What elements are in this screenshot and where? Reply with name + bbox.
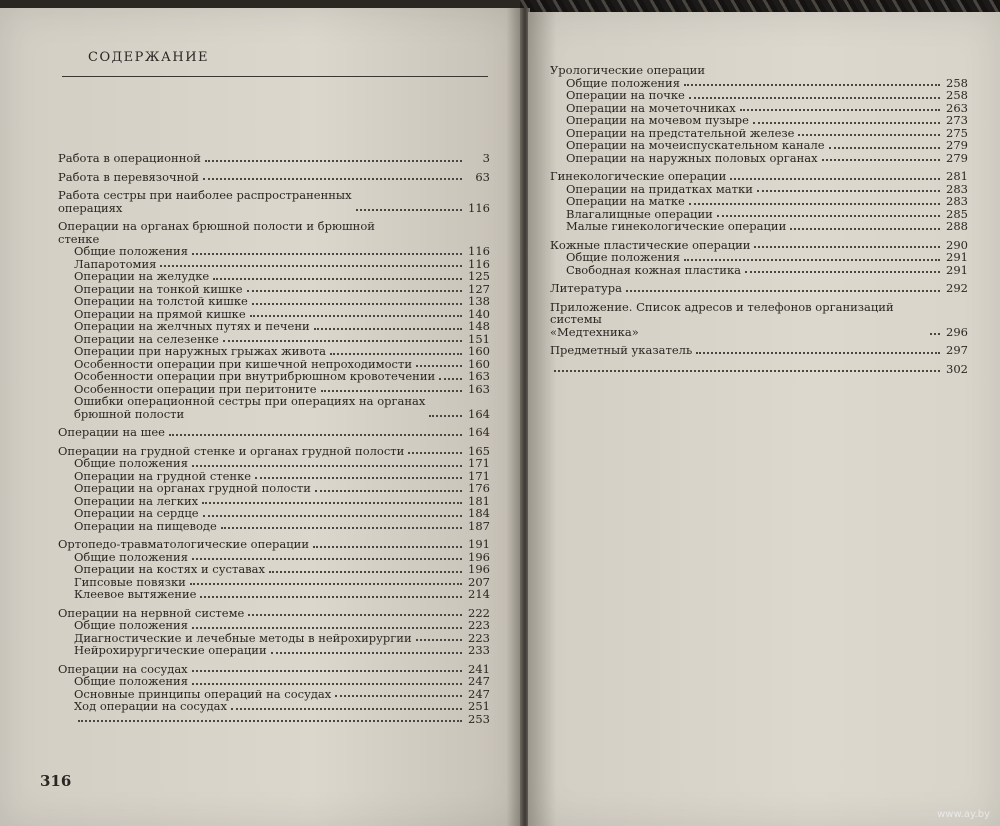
toc-entry-label: Операции на нервной системе [58,605,245,620]
dot-leader [730,177,940,180]
toc-section [550,282,968,295]
toc-entry-label: Диагностические и лечебные методы в нейрохирургии [74,630,412,645]
dot-leader [335,694,462,697]
toc-page-number: 283 [946,181,968,196]
dot-leader [271,651,462,654]
toc-subsection [550,89,968,102]
toc-subsection [58,619,490,632]
toc-section [550,64,968,77]
dot-leader [190,582,462,585]
dot-leader [689,202,940,205]
toc-page-number: 3 [482,151,490,165]
dot-leader [202,501,462,504]
dot-leader [626,289,940,292]
dot-leader [192,682,462,685]
toc-subsection [58,245,490,258]
toc-entry-label: Операции на шее [58,425,165,439]
dot-leader [356,208,462,211]
toc-entry-label: Операции на органах брюшной полости и брюшной стенке [58,219,375,246]
toc-left-column [58,152,490,725]
dot-leader [696,351,940,354]
dot-leader [314,327,462,330]
toc-subsection [550,114,968,127]
toc-entry-label: Гинекологические операции [550,169,727,183]
toc-entry-label: Операции на прямой кишке [74,306,246,321]
toc-entry-label: Работа в операционной [58,151,201,165]
dot-leader [753,121,940,124]
toc-page-number: 116 [468,256,490,271]
toc-subsection [58,345,490,358]
toc-entry-label: Нейрохирургические операции [74,643,267,657]
toc-page-number: 247 [468,674,490,688]
dot-leader [717,214,940,217]
toc-subsection [550,220,968,233]
toc-page-number: 214 [468,587,490,601]
toc-page-number: 196 [468,549,490,564]
toc-entry-label: Операции на селезенке [74,331,219,346]
toc-subsection [550,152,968,165]
toc-entry-label: Влагалищные операции [566,206,713,221]
page-number: 316 [40,772,72,790]
dot-leader [205,159,462,162]
toc-page-number: 247 [468,686,490,701]
toc-subsection [58,713,490,726]
toc-page-number: 140 [468,306,490,321]
toc-page-number: 138 [468,294,490,308]
dot-leader [684,258,940,261]
toc-entry-label: Клеевое вытяжение [74,587,197,601]
toc-entry-label: Общие положения [566,75,680,90]
dot-leader [213,277,462,280]
toc-entry-label: Литература [550,281,622,295]
toc-entry-label: Операции на мочеиспускательном канале [566,138,825,152]
toc-entry-label: Ортопедо-травматологические операции [58,537,309,551]
toc-entry-label: Операции на легких [74,493,199,508]
toc-subsection [58,395,490,420]
dot-leader [754,245,940,248]
toc-page-number: 275 [946,125,968,140]
toc-page-number: 253 [468,711,490,726]
dot-leader [416,638,462,641]
toc-entry-label: Операции на пищеводе [74,518,217,533]
dot-leader [822,158,940,161]
dot-leader [313,545,462,548]
toc-page-number: 184 [468,506,490,520]
toc-page-number: 187 [468,518,490,533]
toc-subsection [550,264,968,277]
toc-entry-label: Лапаротомия [74,256,157,271]
dot-leader [169,433,462,436]
dot-leader [221,526,462,529]
toc-page-number: 181 [468,493,490,508]
toc-subsection [58,320,490,333]
toc-entry-label: Операции на почке [566,88,685,102]
dot-leader [408,451,462,454]
dot-leader [192,252,462,255]
toc-entry-label: Свободная кожная пластика [566,262,742,277]
toc-page-number: 165 [468,443,490,458]
dot-leader [269,570,462,573]
dot-leader [429,414,462,417]
toc-entry-label: Операции на придатках матки [566,181,753,196]
toc-entry-label: Особенности операции при внутрибрюшном кровотечении [74,369,436,383]
toc-section [58,220,490,245]
dot-leader [192,464,462,467]
toc-entry-label: Работа сестры при наиболее распространенных операциях [58,188,352,215]
dot-leader [203,177,462,180]
toc-subsection [58,588,490,601]
toc-subsection [58,520,490,533]
toc-entry-label: Общие положения [74,674,188,688]
toc-entry-label: Предметный указатель [550,343,693,357]
toc-subsection [550,251,968,264]
toc-entry-label: Общие положения [74,549,188,564]
toc-entry-label: Гипсовые повязки [74,574,186,589]
toc-entry-label: Операции на матке [566,194,685,208]
header-divider [62,76,488,77]
dot-leader [790,227,940,230]
toc-subsection [550,139,968,152]
toc-entry-label: Операции на желчных путях и печени [74,319,310,333]
toc-entry-label: Операции на грудной стенке и органах грудной полости [58,443,405,458]
toc-entry-label: Общие положения [566,250,680,264]
toc-page-number: 258 [946,88,968,102]
toc-section [58,171,490,184]
toc-section [550,344,968,357]
toc-entry-label: Кожные пластические операции [550,237,751,252]
toc-page-number: 223 [468,630,490,645]
toc-page-number: 125 [468,269,490,283]
toc-entry-label: Операции на органах грудной полости [74,481,311,495]
toc-page-number: 163 [468,369,490,383]
toc-entry-label: Операции при наружных грыжах живота [74,344,327,358]
dot-leader [247,289,462,292]
toc-subsection [58,675,490,688]
toc-page-number: 279 [946,138,968,152]
toc-page-number: 163 [468,381,490,396]
toc-page-number: 191 [468,537,490,551]
toc-section [58,189,490,214]
toc-section [550,301,968,339]
toc-entry-label: Операции на толстой кишке [74,294,248,308]
toc-subsection [58,270,490,283]
toc-entry-label: Общие положения [74,244,188,258]
dot-leader [321,389,462,392]
toc-page-number: 258 [946,75,968,90]
dot-leader [315,489,462,492]
toc-page-number: 290 [946,237,968,252]
toc-entry-label: Операции на мочеточниках [566,100,736,115]
toc-page-number: 222 [468,605,490,620]
dot-leader [757,189,940,192]
toc-page-number: 148 [468,319,490,333]
toc-page-number: 302 [946,361,968,376]
toc-subsection [58,507,490,520]
toc-page-number: 283 [946,194,968,208]
toc-page-number: 116 [468,200,490,215]
toc-section [550,170,968,183]
toc-entry-label: Особенности операции при перитоните [74,381,317,396]
toc-entry-label: Работа в перевязочной [58,169,199,184]
toc-subsection [58,700,490,713]
toc-entry-label: Основные принципы операций на сосудах [74,686,332,701]
toc-page-number: 151 [468,331,490,346]
toc-entry-label: Ход операции на сосудах [74,699,228,713]
dot-leader [439,377,462,380]
dot-leader [416,364,462,367]
dot-leader [930,332,940,335]
toc-entry-label: Общие положения [74,618,188,632]
dot-leader [250,314,462,317]
toc-section [58,538,490,551]
dot-leader [231,707,462,710]
toc-entry-label: Ошибки операционной сестры при операциях на органах брюшной полости [74,394,426,421]
toc-page-number: 176 [468,481,490,495]
toc-page-number: 241 [468,661,490,676]
toc-page-number: 63 [475,169,490,184]
toc-subsection [550,195,968,208]
toc-entry-label: Операции на грудной стенке [74,468,252,483]
toc-page-number: 291 [946,250,968,264]
toc-section [58,426,490,439]
toc-page-number: 291 [946,262,968,277]
toc-page-number: 223 [468,618,490,632]
toc-entry-label: Операции на сосудах [58,661,188,676]
toc-entry-label: Операции на костях и суставах [74,562,265,576]
toc-page-number: 160 [468,344,490,358]
toc-right-column [550,64,968,375]
dot-leader [78,719,462,722]
dot-leader [252,302,462,305]
dot-leader [689,96,940,99]
toc-subsection [58,295,490,308]
toc-page-number: 233 [468,643,490,657]
toc-subsection [58,457,490,470]
toc-entry-label: Урологические операции [550,63,706,77]
toc-entry-label: Операции на желудке [74,269,210,283]
dot-leader [255,476,462,479]
dot-leader [248,613,462,616]
dot-leader [192,626,462,629]
toc-section [58,152,490,165]
toc-section [550,363,968,376]
toc-entry-label: Общие положения [74,456,188,470]
toc-page-number: 171 [468,468,490,483]
dot-leader [192,669,462,672]
toc-page-number: 171 [468,456,490,470]
toc-page-number: 297 [946,343,968,357]
toc-page-number: 279 [946,150,968,165]
toc-entry-label: Операции на тонкой кишке [74,281,243,296]
toc-entry-label: Операции на мочевом пузыре [566,113,749,127]
dot-leader [798,133,940,136]
toc-page-number: 288 [946,219,968,233]
toc-page-number: 273 [946,113,968,127]
toc-page-number: 164 [468,406,490,421]
dot-leader [740,108,940,111]
dot-leader [829,146,940,149]
toc-page-number: 292 [946,281,968,295]
toc-subsection [58,644,490,657]
toc-page-number: 281 [946,169,968,183]
toc-subsection [58,563,490,576]
toc-page-number: 207 [468,574,490,589]
toc-page-number: 285 [946,206,968,221]
dot-leader [223,339,462,342]
toc-page-number: 251 [468,699,490,713]
toc-entry-label: Операции на сердце [74,506,199,520]
toc-entry-label: Операции на предстательной железе [566,125,795,140]
toc-page-number: 196 [468,562,490,576]
toc-page-number: 116 [468,244,490,258]
toc-entry-label: Приложение. Список адресов и телефонов организаций системы «Медтехника» [550,299,894,339]
toc-entry-label: Операции на наружных половых органах [566,150,818,165]
toc-page-number: 127 [468,281,490,296]
toc-subsection [58,370,490,383]
page-title: СОДЕРЖАНИЕ [88,50,210,65]
toc-page-number: 160 [468,356,490,371]
dot-leader [203,514,462,517]
toc-page-number: 263 [946,100,968,115]
toc-entry-label: Малые гинекологические операции [566,219,787,233]
dot-leader [745,270,940,273]
dot-leader [200,595,462,598]
watermark: www.ay.by [937,809,990,820]
dot-leader [554,369,940,372]
dot-leader [684,83,940,86]
dot-leader [330,352,462,355]
toc-entry-label: Особенности операции при кишечной непроходимости [74,356,413,371]
dot-leader [192,557,462,560]
dot-leader [160,264,462,267]
toc-page-number: 164 [468,425,490,439]
toc-subsection [58,482,490,495]
toc-page-number: 296 [946,324,968,339]
